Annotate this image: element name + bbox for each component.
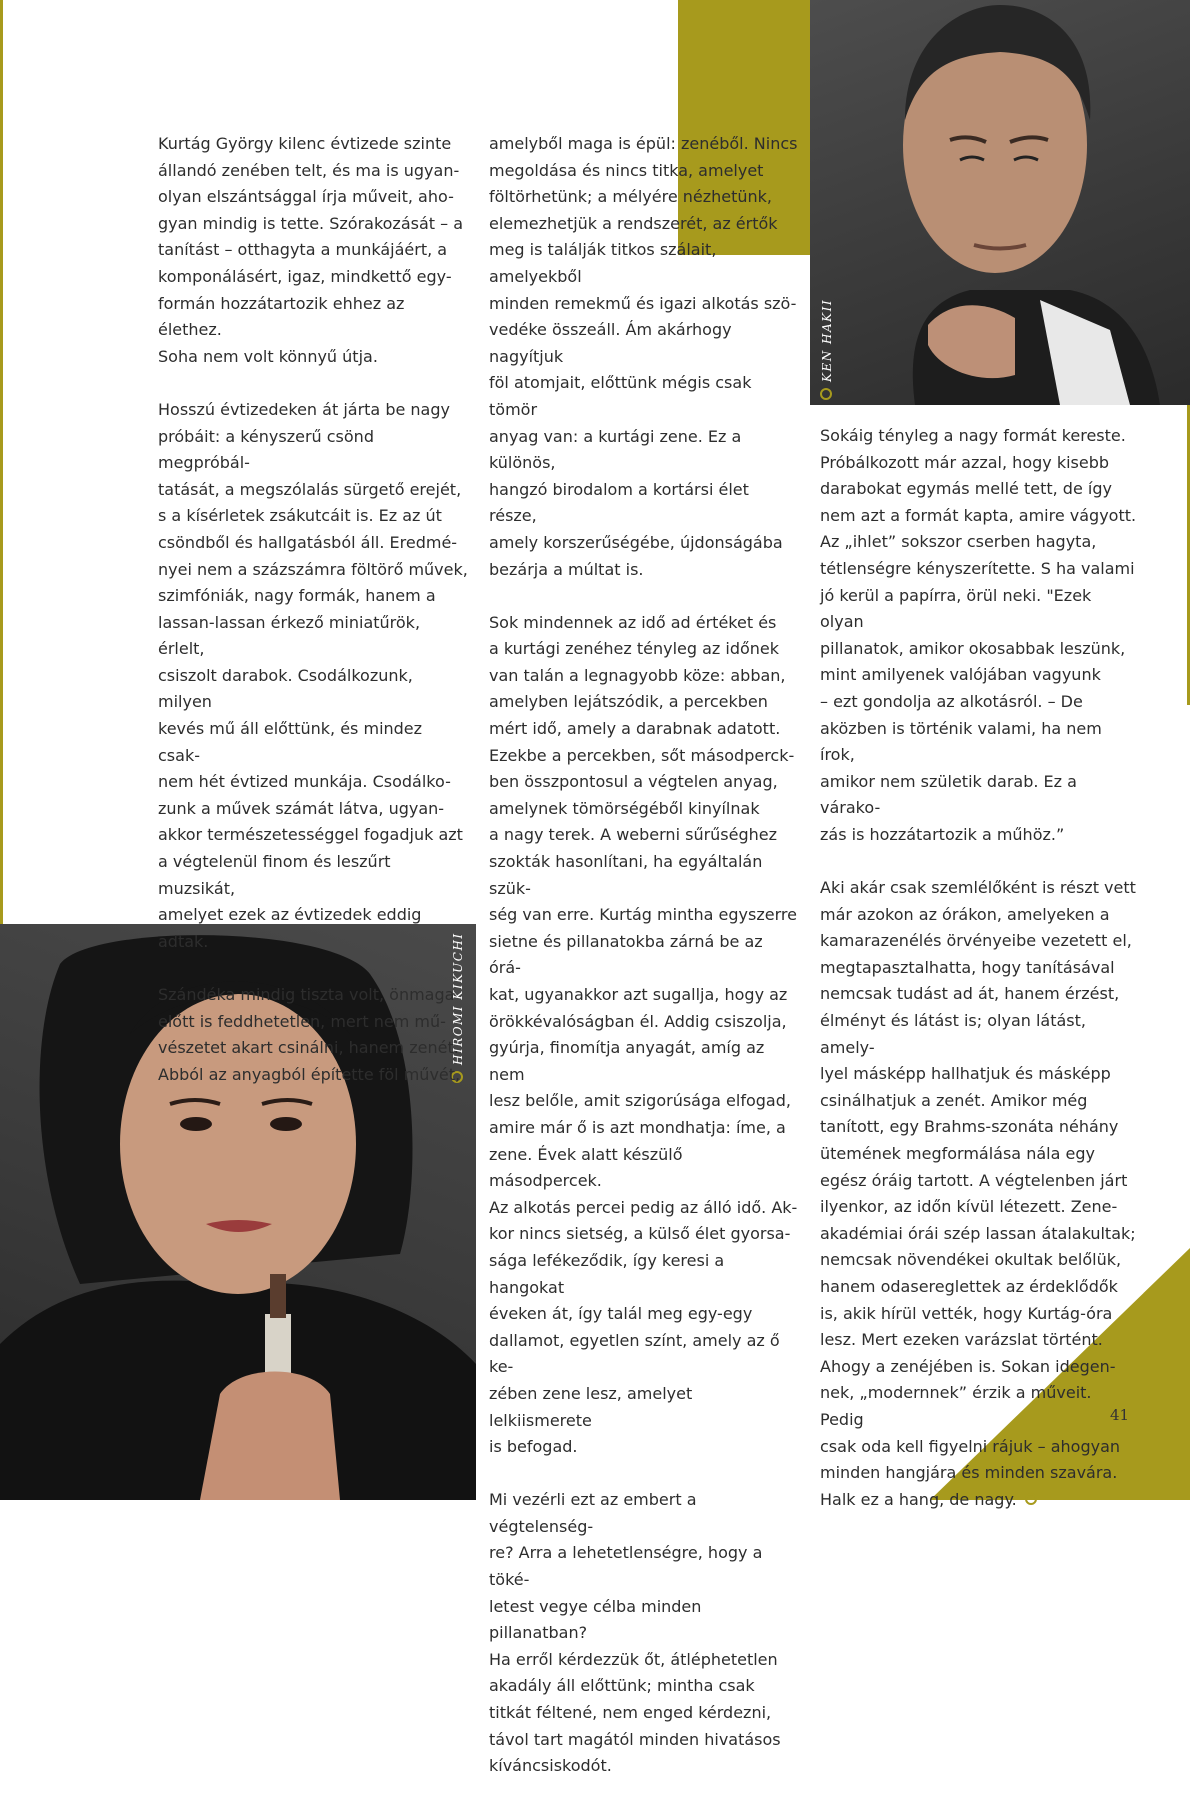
photo-credit-text: KEN HAKII	[820, 298, 834, 382]
end-of-article-icon	[1025, 1493, 1037, 1505]
photo-credit-hakii	[820, 299, 834, 400]
paragraph-text: Aki akár csak szemlélőként is részt vett már azokon az órákon, amelyeken a kamarazenélés örvényeibe vezetett el, megtapasztalhatta, hogy tanításával nemcsak tudást ad át, hanem érzést, élményt és látást is; olyan látást, amely- lyel másképp hallhatjuk és másképp csinálhatjuk a zenét. Amikor még tanított, egy Brahms-szonáta néhány ütemének megformálása nála egy egész óráig tartott. A végtelenben járt ilyenkor, az időn kívül létezett. Zene- akadémiai órái szép lassan átalakultak; nemcsak növendékei okultak belőlük, hanem odasereglettek az érdeklődők is, akik hírül vették, hogy Kurtág-óra lesz. Mert ezeken varázslat történt. Ahogy a zenéjében is. Sokan idegen- nek, „modernnek” érzik a műveit. Pedig csak oda kell figyelni rájuk – ahogyan minden hangjára és minden szavára. Halk ez a hang, de nagy.	[820, 878, 1136, 1509]
portrait-man-illustration	[810, 0, 1190, 405]
text-column-1	[158, 131, 468, 1115]
circle-bullet-icon	[820, 388, 832, 400]
portrait-photo-man	[810, 0, 1190, 405]
paragraph: Sok mindennek az idő ad értéket és a kurtági zenéhez tényleg az időnek van talán a legnagyobb köze: abban, amelyben lejátszódik, a percekben mért idő, amely a darabnak adatott. Ezekbe a percekben, sőt másodperck- ben összpontosul a végtelen anyag, amelynek tömörségéből kinyílnak a nagy terek. A weberni sűrűséghez szokták hasonlítani, ha egyáltalán szük- ség van erre. Kurtág mintha egyszerre sietne és pillanatokba zárná be az órá- kat, ugyanakkor azt sugallja, hogy az örökkévalóságban él. Addig csiszolja, gyúrja, finomítja anyagát, amíg az nem lesz belőle, amit szigorúsága elfogad, amire már ő is azt mondhatja: íme, a zene. Évek alatt készülő másodpercek. Az alkotás percei pedig az álló idő. Ak- kor nincs sietség, a külső élet gyorsa- sága lefékeződik, így keresi a hangokat éveken át, így talál meg egy-egy dallamot, egyetlen színt, amely az ő ke- zében zene lesz, amelyet lelkiismerete is befogad.	[489, 612, 798, 1457]
paragraph: Kurtág György kilenc évtizede szinte állandó zenében telt, és ma is ugyan- olyan elszántsággal írja műveit, aho- gyan mindig is tette. Szórakozását – a tanítást – otthagyta a munkájáért, a komponálásért, igaz, mindkettő egy- formán hozzátartozik ehhez az élethez. Soha nem volt könnyű útja.	[158, 134, 464, 366]
paragraph: Sokáig tényleg a nagy formát kereste. Próbálkozott már azzal, hogy kisebb darabokat egymás mellé tett, de így nem azt a formát kapta, amire vágyott. Az „ihlet” sokszor cserben hagyta, tétlenségre kényszerítette. S ha valami jó kerül a papírra, örül neki. "Ezek olyan pillanatok, amikor okosabbak leszünk, mint amilyenek valójában vagyunk – ezt gondolja az alkotásról. – De aközben is történik valami, ha nem írok, amikor nem születik darab. Ez a várako- zás is hozzátartozik a műhöz.”	[820, 426, 1137, 844]
photo-credit-text: HIROMI KIKUCHI	[451, 932, 465, 1065]
paragraph-final	[820, 875, 1140, 1513]
paragraph: Szándéka mindig tiszta volt, önmaga előtt is feddhetetlen, mert nem mű- vészetet akart csinálni, hanem zenét. Abból az anyagból építette föl művét,	[158, 985, 461, 1084]
text-column-3	[820, 423, 1140, 1540]
paragraph: Hosszú évtizedeken át járta be nagy próbáit: a kényszerű csönd megpróbál- tatását, a megszólalás sürgető erejét, s a kísérletek zsákutcáit is. Ez az út csöndből és hallgatásból áll. Eredmé- nyei nem a százszámra föltörő művek, szimfóniák, nagy formák, hanem a lassan-lassan érkező miniatűrök, érlelt, csiszolt darabok. Csodálkozunk, milyen kevés mű áll előttünk, és mindez csak- nem hét évtized munkája. Csodálko- zunk a művek számát látva, ugyan- akkor természetességgel fogadjuk azt a végtelenül finom és leszűrt muzsikát, amelyet ezek az évtizedek eddig adtak.	[158, 399, 468, 951]
page-number: 41	[1110, 1406, 1130, 1424]
paragraph: Mi vezérli ezt az embert a végtelenség- re? Arra a lehetetlenségre, hogy a töké- letest vegye célba minden pillanatban? Ha erről kérdezzük őt, átléphetetlen akadály áll előttünk; mintha csak titkát féltené, nem enged kérdezni, távol tart magától minden hivatásos kíváncsiskodót.	[489, 1490, 781, 1776]
paragraph: amelyből maga is épül: zenéből. Nincs megoldása és nincs titka, amelyet föltörhetünk; a mélyére nézhetünk, elemezhetjük a rendszerét, az értők meg is találják titkos szálait, amelyekből minden remekmű és igazi alkotás szö- vedéke összeáll. Ám akárhogy nagyítjuk föl atomjait, előttünk mégis csak tömör anyag van: a kurtági zene. Ez a különös, hangzó birodalom a kortársi élet része, amely korszerűségébe, újdonságába bezárja a múltat is.	[489, 134, 798, 579]
text-column-2	[489, 131, 799, 1806]
